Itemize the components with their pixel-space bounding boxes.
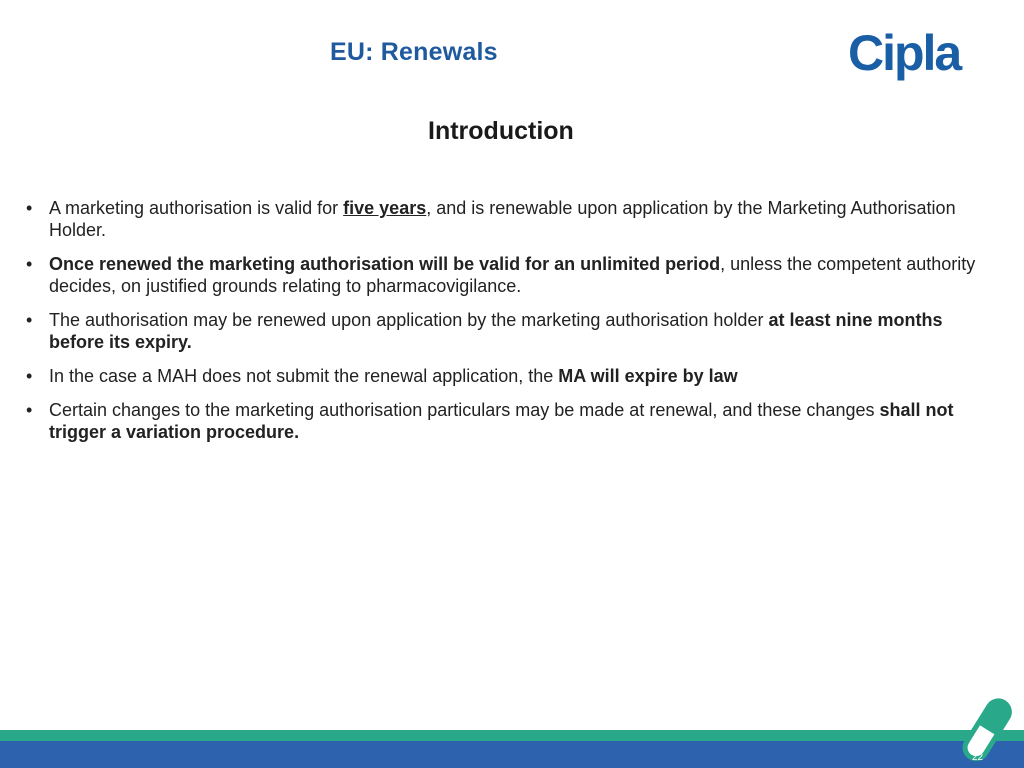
- footer-blue-band: [0, 741, 1024, 768]
- section-heading: Introduction: [428, 117, 574, 145]
- bullet-item: [26, 365, 996, 387]
- bullet-emphasis: MA will expire by law: [558, 366, 738, 386]
- bullet-text: A marketing authorisation is valid for: [49, 198, 344, 218]
- bullet-emphasis: shall not trigger a variation procedure.: [49, 400, 954, 442]
- bullet-emphasis: five years: [343, 198, 427, 218]
- bullet-emphasis: Once renewed the marketing authorisation will be valid for an unlimited period: [49, 254, 721, 274]
- bullet-item: [26, 309, 996, 353]
- footer-teal-band: [0, 730, 1024, 741]
- capsule-icon: [962, 692, 1012, 768]
- bullet-text: The authorisation may be renewed upon application by the marketing authorisation holder: [49, 310, 769, 330]
- bullet-item: [26, 197, 996, 241]
- bullet-item: [26, 253, 996, 297]
- bullet-text: , unless the competent authority decides, on justified grounds relating to pharmacovigilance.: [49, 254, 976, 296]
- bullet-text: Certain changes to the marketing authorisation particulars may be made at renewal, and these changes: [49, 400, 880, 420]
- bullet-text: , and is renewable upon application by the Marketing Authorisation Holder.: [49, 198, 956, 240]
- bullet-item: [26, 399, 996, 443]
- slide-title: EU: Renewals: [330, 38, 498, 66]
- bullet-emphasis: at least nine months before its expiry.: [49, 310, 943, 352]
- bullet-text: In the case a MAH does not submit the renewal application, the: [49, 366, 559, 386]
- cipla-logo: Cipla: [848, 25, 961, 81]
- bullet-list: [26, 197, 996, 455]
- page-number: 22: [972, 752, 984, 763]
